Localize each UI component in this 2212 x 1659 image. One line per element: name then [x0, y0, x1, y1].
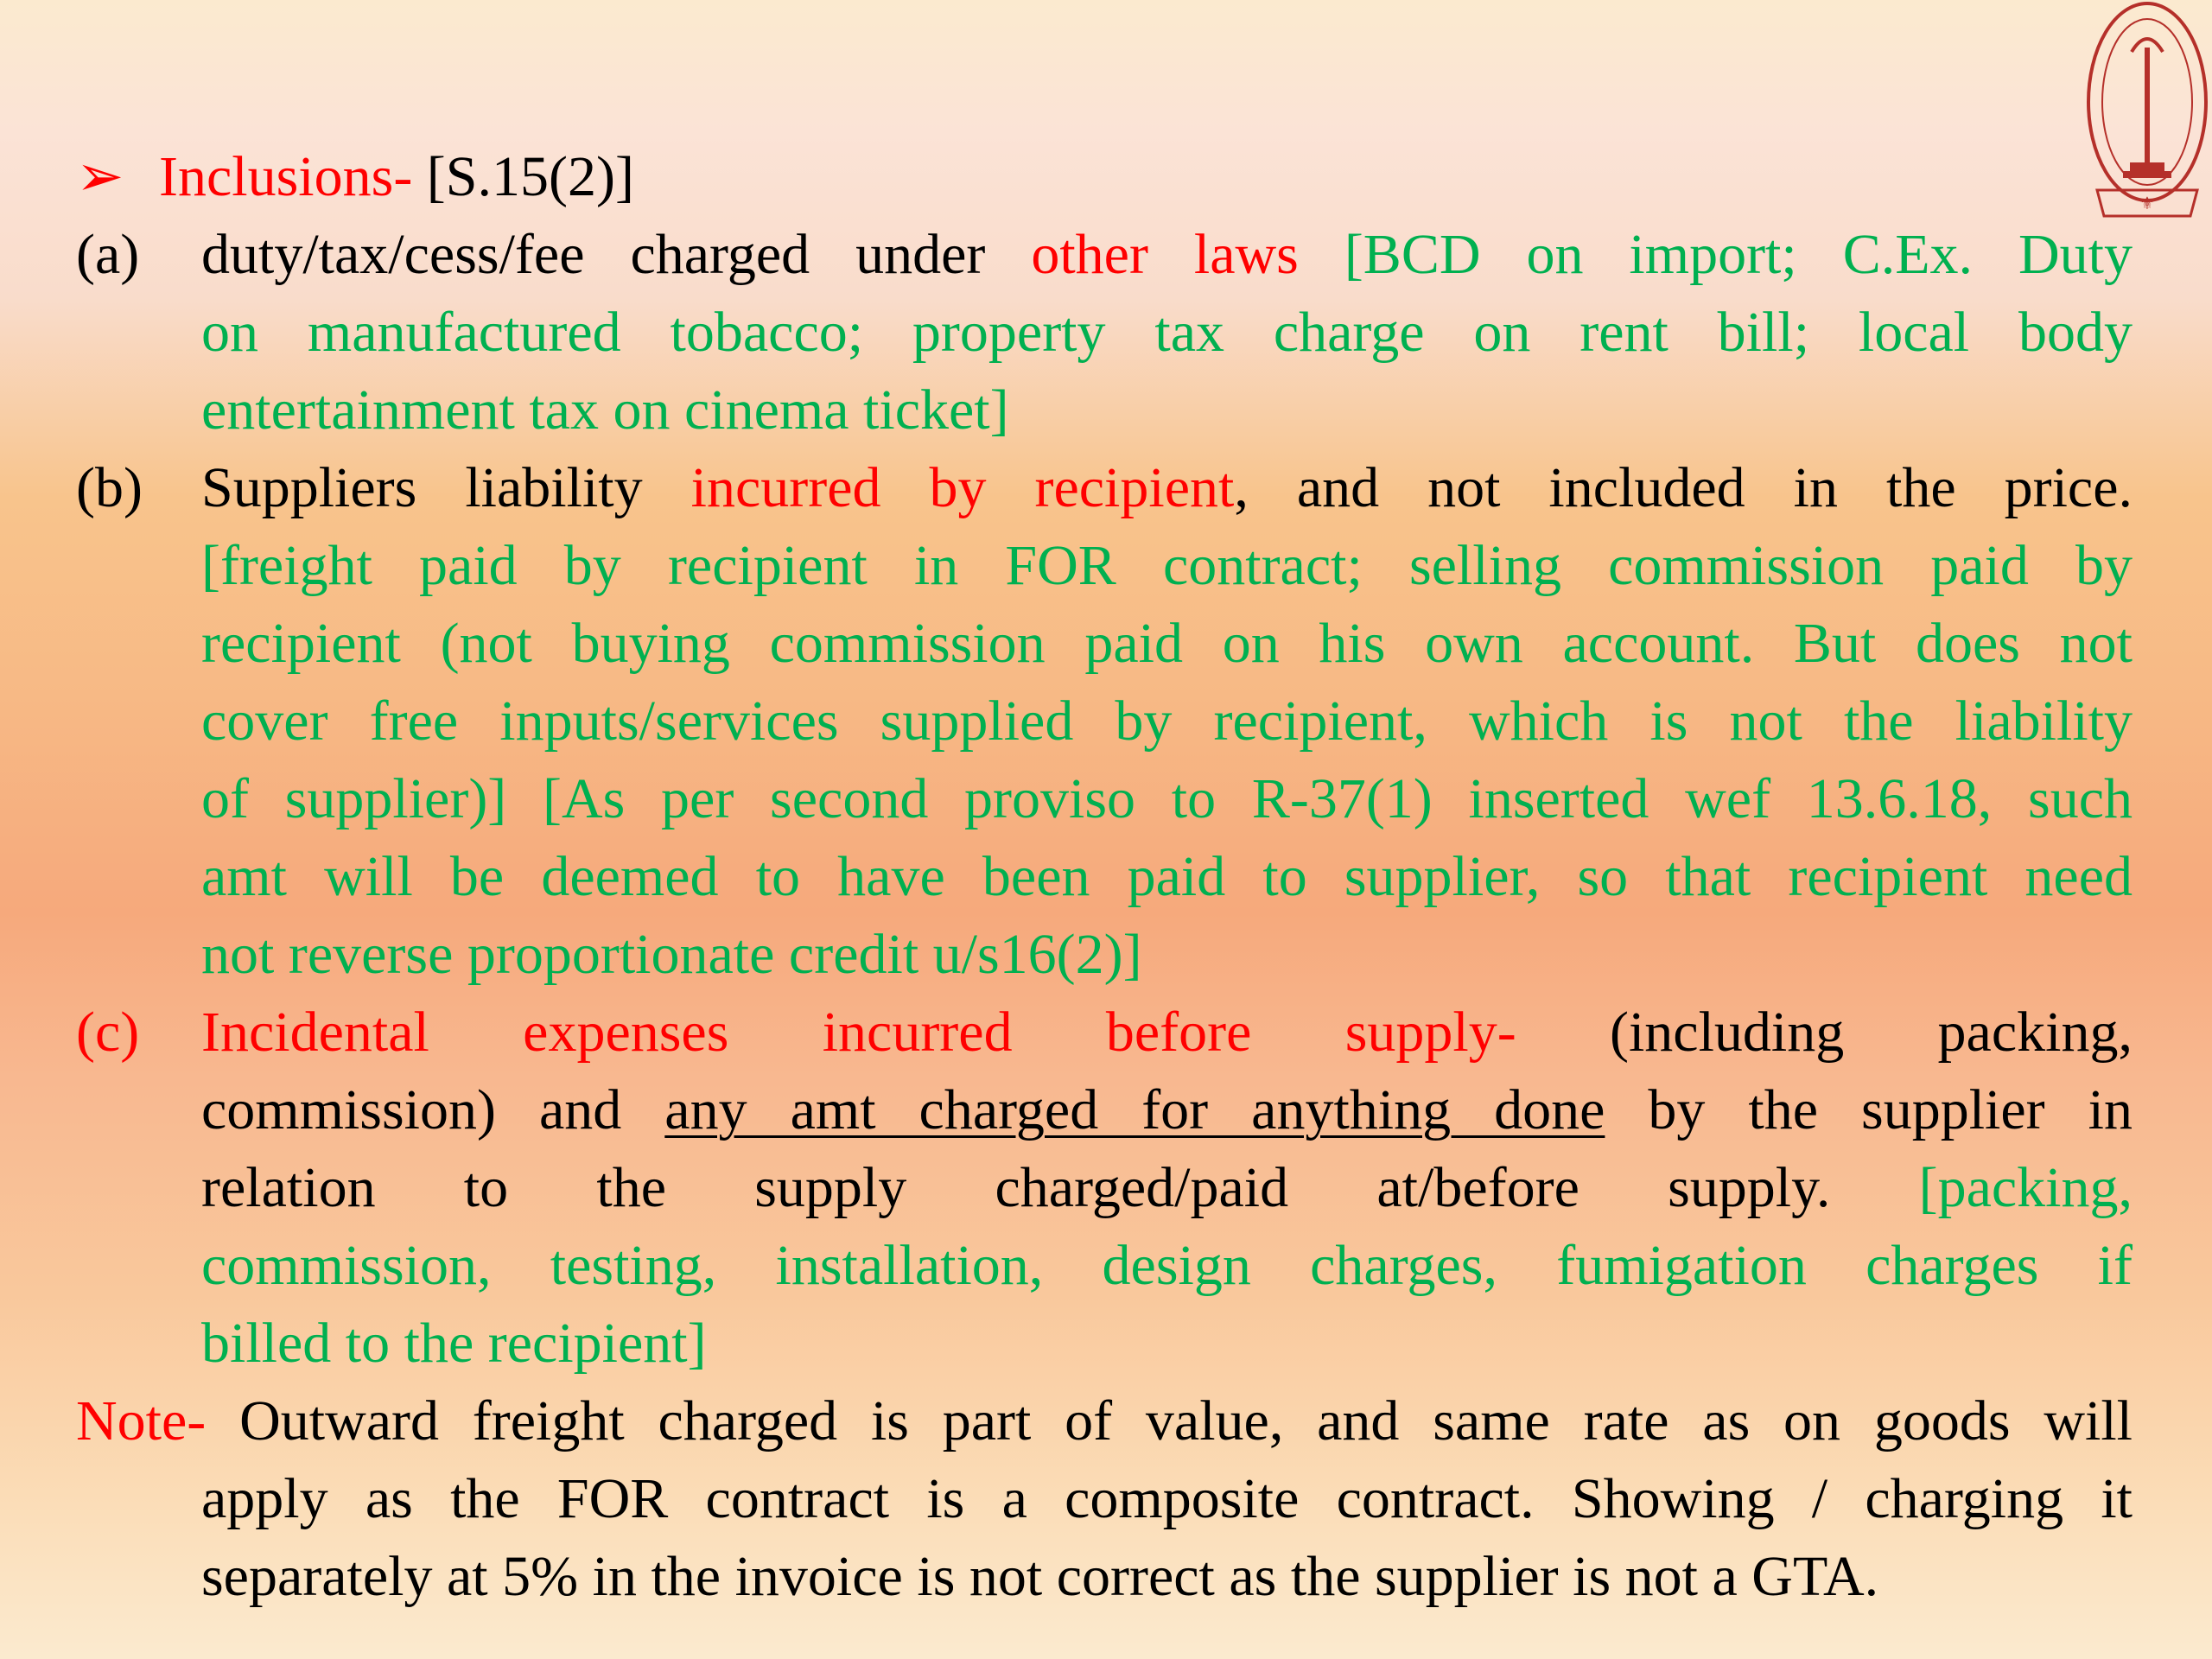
- item-a-line-2: on manufactured tobacco; property tax charge on rent bill; local body: [201, 301, 2133, 364]
- item-c-line-2: commission) and any amt charged for anything done by the supplier in: [201, 1078, 2133, 1141]
- item-c-line-4: commission, testing, installation, design charges, fumigation charges if: [201, 1234, 2133, 1297]
- note-line-3: separately at 5% in the invoice is not correct as the supplier is not a GTA.: [201, 1545, 1879, 1608]
- slide-content: [76, 138, 2133, 1616]
- heading-ref: [S.15(2)]: [426, 145, 634, 208]
- svg-text:⚜: ⚜: [2139, 193, 2155, 213]
- note-line-2: apply as the FOR contract is a composite contract. Showing / charging it: [201, 1467, 2133, 1530]
- item-b-line-6: amt will be deemed to have been paid to supplier, so that recipient need: [201, 845, 2133, 908]
- item-a-line-3: entertainment tax on cinema ticket]: [201, 378, 1009, 442]
- note: [76, 1382, 2133, 1616]
- item-c-line-5: billed to the recipient]: [201, 1312, 707, 1375]
- note-line-1: Note- Outward freight charged is part of value, and same rate as on goods will: [76, 1389, 2133, 1452]
- note-label: Note-: [76, 1389, 207, 1452]
- item-b-line-3: recipient (not buying commission paid on his own account. But does not: [201, 612, 2133, 675]
- item-a-label: (a): [76, 223, 140, 286]
- item-a-line-1: duty/tax/cess/fee charged under other laws [BCD on import; C.Ex. Duty: [201, 223, 2133, 286]
- item-b-line-2: [freight paid by recipient in FOR contract; selling commission paid by: [201, 534, 2133, 597]
- item-c-line-1: Incidental expenses incurred before supply- (including packing,: [201, 1001, 2133, 1064]
- item-a: [76, 216, 2133, 449]
- item-b: [76, 449, 2133, 994]
- item-c: [76, 994, 2133, 1382]
- item-b-line-4: cover free inputs/services supplied by recipient, which is not the liability: [201, 690, 2133, 753]
- item-b-line-1: Suppliers liability incurred by recipient, and not included in the price.: [201, 456, 2133, 519]
- item-b-line-7: not reverse proportionate credit u/s16(2)]: [201, 923, 1142, 986]
- item-b-line-5: of supplier)] [As per second proviso to R-37(1) inserted wef 13.6.18, such: [201, 767, 2133, 830]
- heading: [76, 138, 2133, 216]
- item-c-line-3: relation to the supply charged/paid at/before supply. [packing,: [201, 1156, 2133, 1219]
- item-c-label: (c): [76, 1001, 140, 1064]
- arrow-bullet-icon: ➢: [76, 145, 124, 208]
- item-b-label: (b): [76, 456, 143, 519]
- heading-title: Inclusions-: [159, 145, 427, 208]
